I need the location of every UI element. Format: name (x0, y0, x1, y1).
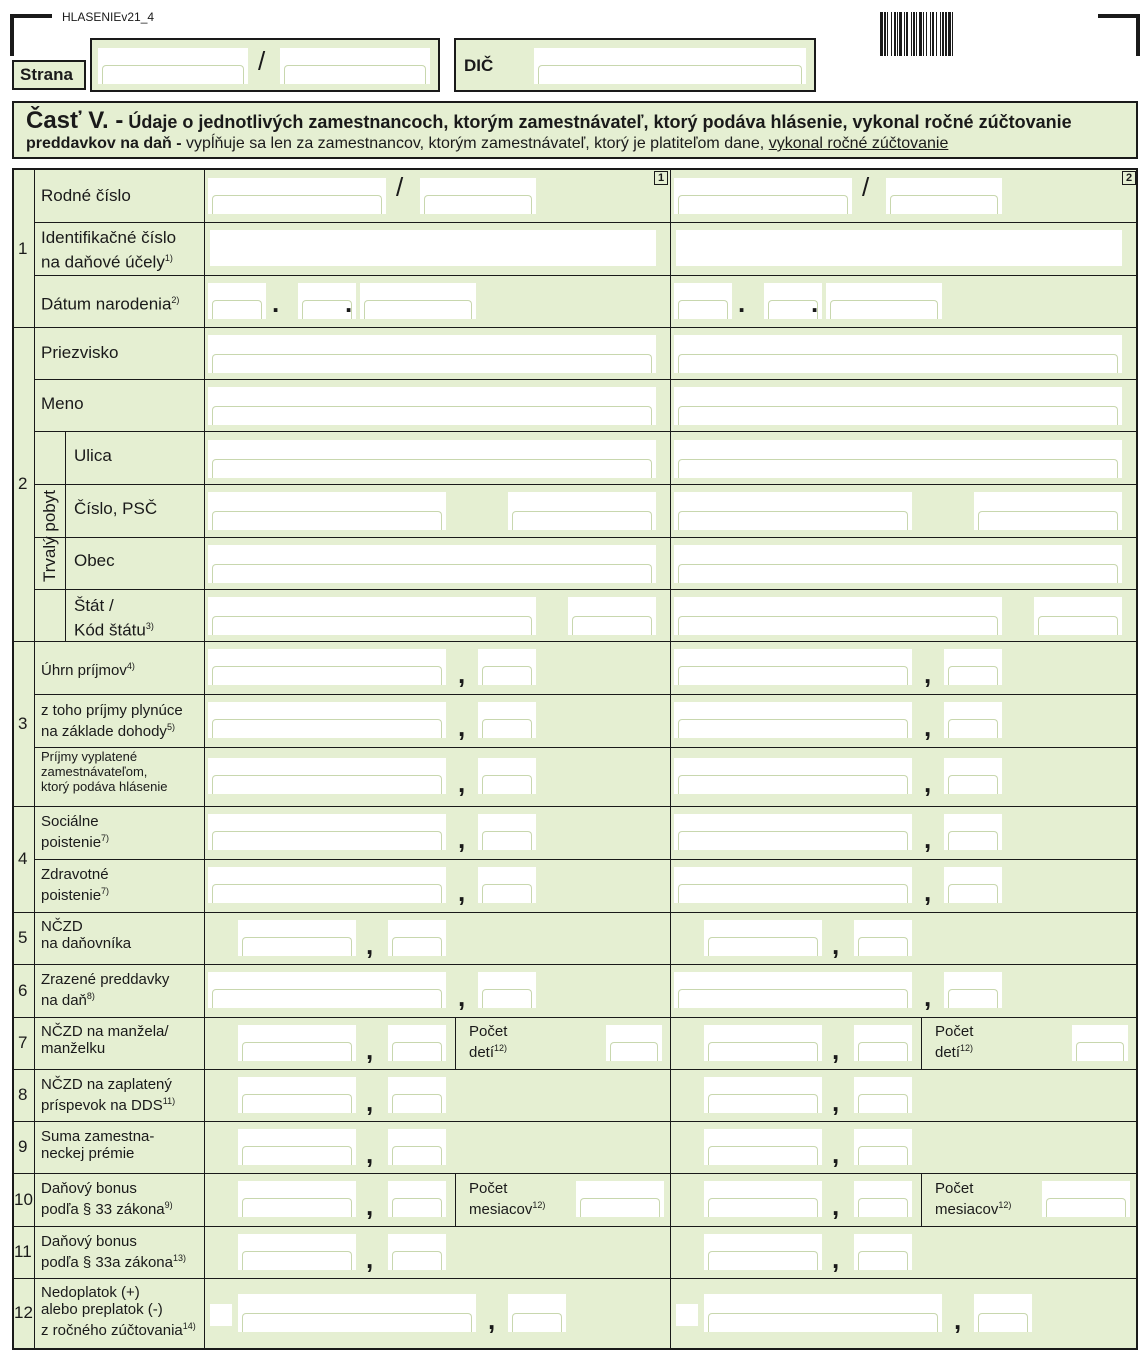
separator-comma: , (832, 1139, 840, 1169)
label-prijmy-vyplatene (41, 749, 167, 794)
page-number-boxes[interactable] (98, 48, 248, 84)
label-count-footnote: 12) (960, 1043, 974, 1053)
label-priezvisko (41, 343, 118, 363)
label-count-footnote: 12) (494, 1043, 508, 1053)
input-sign[interactable] (676, 1304, 698, 1326)
row-group-divider (14, 1069, 1138, 1070)
section-subtitle (26, 135, 948, 153)
label-count-line: Počet (935, 1023, 974, 1040)
row-group-divider (14, 641, 1138, 642)
cell-divider (455, 1017, 456, 1069)
label-danovy-bonus-33a-line: Daňový bonus (41, 1233, 137, 1250)
label-nczd-danovnik-line: NČZD (41, 918, 83, 935)
row-number: 2 (18, 474, 28, 493)
separator-comma: , (832, 1035, 840, 1065)
label-obec-line: Obec (74, 551, 115, 570)
label-cislo-psc-line: Číslo, PSČ (74, 499, 158, 518)
separator-comma: , (924, 712, 932, 742)
input-rok[interactable] (826, 283, 942, 319)
input-rodne-cislo[interactable] (674, 178, 852, 214)
input-amount-cents[interactable] (944, 867, 1002, 903)
separator-comma: , (832, 1244, 840, 1274)
input-text-field[interactable] (208, 387, 656, 425)
label-danovy-bonus-line: Daňový bonus (41, 1180, 137, 1197)
input-amount-cents[interactable] (944, 702, 1002, 738)
input-text-field[interactable] (674, 387, 1122, 425)
label-danovy-bonus-33a-line: podľa § 33a zákona$^{13)}$ (41, 1253, 186, 1271)
input-amount[interactable] (208, 702, 446, 738)
label-identifikacne-cislo (41, 228, 176, 273)
label-identifikacne-cislo-footnote: 1) (164, 253, 173, 263)
cell-divider (921, 1173, 922, 1226)
separator-comma: , (832, 1191, 840, 1221)
separator-comma: , (366, 1244, 374, 1274)
label-count-line: Počet (469, 1023, 508, 1040)
row-number: 10 (14, 1189, 33, 1209)
input-identifikacne-cislo[interactable] (210, 230, 656, 266)
row-divider (34, 275, 1138, 276)
separator-comma: , (458, 982, 466, 1012)
input-amount-cents[interactable] (854, 1129, 912, 1165)
separator-comma: , (924, 824, 932, 854)
input-amount-cents[interactable] (388, 1181, 446, 1217)
label-count-line: mesiacov$^{12)}$ (469, 1200, 546, 1218)
input-amount[interactable] (674, 702, 912, 738)
input-amount[interactable] (674, 972, 912, 1008)
input-amount[interactable] (208, 867, 446, 903)
label-stat-footnote: 3) (145, 621, 154, 631)
row-group-divider (14, 327, 1138, 328)
label-nczd-dds-footnote: 11) (162, 1096, 176, 1106)
label-nczd-danovnik-line: na daňovníka (41, 935, 132, 952)
dic-boxes[interactable] (534, 48, 806, 84)
label-count-line: detí$^{12)}$ (935, 1043, 974, 1061)
separator-comma: , (924, 768, 932, 798)
input-amount-cents[interactable] (388, 1025, 446, 1061)
input-amount[interactable] (238, 1234, 356, 1270)
label-datum-narodenia-footnote: 2) (171, 295, 180, 305)
barcode-image (880, 12, 1064, 58)
label-stat (74, 596, 154, 641)
input-amount[interactable] (674, 814, 912, 850)
row-divider (34, 379, 1138, 380)
page-total-boxes[interactable] (280, 48, 430, 84)
input-psc[interactable] (508, 492, 656, 530)
label-count-line: mesiacov$^{12)}$ (935, 1200, 1012, 1218)
input-amount[interactable] (704, 1181, 822, 1217)
input-sign[interactable] (210, 1304, 232, 1326)
label-count (935, 1023, 973, 1061)
input-den[interactable] (674, 283, 732, 319)
row-number: 8 (18, 1085, 28, 1104)
input-amount[interactable] (238, 1025, 356, 1061)
label-zdravotne-poistenie (41, 866, 109, 904)
label-prijmy-dohoda-footnote: 5) (166, 722, 175, 732)
input-amount-cents[interactable] (388, 920, 446, 956)
label-nczd-manzel (41, 1023, 169, 1057)
separator-comma: , (924, 659, 932, 689)
input-text-field[interactable] (674, 440, 1122, 478)
input-amount[interactable] (704, 1294, 942, 1332)
separator-comma: , (458, 712, 466, 742)
input-pocet-mesiacov[interactable] (1042, 1181, 1130, 1217)
input-amount-cents[interactable] (388, 1129, 446, 1165)
input-amount[interactable] (704, 1234, 822, 1270)
input-amount[interactable] (208, 814, 446, 850)
input-amount-cents[interactable] (854, 1181, 912, 1217)
label-count-line: detí$^{12)}$ (469, 1043, 508, 1061)
label-nedoplatok-line: Nedoplatok (+) (41, 1284, 140, 1301)
label-prijmy-vyplatene-line: zamestnávateľom, (41, 764, 148, 779)
row-divider (34, 859, 1138, 860)
label-danovy-bonus-line: podľa § 33 zákona$^{9)}$ (41, 1200, 173, 1218)
row-number: 5 (18, 928, 28, 947)
row-number: 3 (18, 713, 28, 733)
input-rodne-cislo[interactable] (420, 178, 536, 214)
label-count (935, 1180, 1011, 1218)
part-label: Časť V. - (26, 107, 124, 134)
label-nczd-danovnik (41, 918, 131, 952)
row-number: 11 (14, 1242, 32, 1261)
input-amount[interactable] (674, 758, 912, 794)
row-divider (34, 484, 1138, 485)
label-zdravotne-poistenie-line: Zdravotné (41, 866, 109, 883)
input-amount-cents[interactable] (478, 972, 536, 1008)
page-label: Strana (20, 65, 73, 84)
label-socialne-poistenie-line: poistenie$^{7)}$ (41, 833, 110, 851)
label-suma-premie (41, 1128, 154, 1162)
label-nczd-dds (41, 1076, 175, 1114)
label-uhrn-prijmov-line: Úhrn príjmov$^{4)}$ (41, 661, 135, 679)
input-pocet-mesiacov[interactable] (576, 1181, 664, 1217)
row-divider (34, 431, 1138, 432)
row-number: 6 (18, 980, 28, 1000)
separator-slash: / (862, 172, 870, 202)
row-number: 9 (18, 1137, 28, 1156)
input-amount[interactable] (208, 972, 446, 1008)
input-amount-cents[interactable] (478, 702, 536, 738)
page-separator: / (258, 46, 266, 76)
label-zrazene-preddavky-footnote: 8) (86, 991, 95, 1001)
corner-mark-left (10, 14, 52, 56)
input-amount-cents[interactable] (854, 920, 912, 956)
separator-comma: , (832, 1087, 840, 1117)
input-amount[interactable] (238, 1129, 356, 1165)
label-stat-line: Štát / (74, 596, 114, 615)
label-nedoplatok-line: alebo preplatok (-) (41, 1301, 163, 1318)
label-zdravotne-poistenie-footnote: 7) (101, 886, 110, 896)
label-suma-premie-line: neckej prémie (41, 1145, 135, 1162)
label-danovy-bonus-33a (41, 1233, 186, 1271)
subtitle-text: vypĺňuje sa len za zamestnancov, ktorým zamestnávateľ, ktorý je platiteľom dane, (186, 135, 765, 152)
cell-divider (921, 1017, 922, 1069)
label-nczd-dds-line: príspevok na DDS$^{11)}$ (41, 1096, 176, 1114)
label-rodne-cislo-line: Rodné číslo (41, 186, 131, 205)
row-group-divider (14, 1121, 1138, 1122)
input-amount-cents[interactable] (478, 814, 536, 850)
label-rodne-cislo (41, 186, 131, 206)
input-kod-statu[interactable] (1034, 597, 1122, 635)
input-amount[interactable] (674, 867, 912, 903)
column-divider (670, 170, 671, 1348)
input-amount[interactable] (704, 1077, 822, 1113)
input-stat[interactable] (674, 597, 1002, 635)
input-amount-cents[interactable] (944, 814, 1002, 850)
separator-comma: , (458, 824, 466, 854)
separator-comma: , (366, 1139, 374, 1169)
label-zrazene-preddavky-line: na daň$^{8)}$ (41, 991, 95, 1009)
cell-divider (455, 1173, 456, 1226)
input-amount-cents[interactable] (974, 1294, 1032, 1332)
label-nedoplatok-line: z ročného zúčtovania$^{14)}$ (41, 1321, 196, 1339)
separator-comma: , (488, 1305, 496, 1335)
row-number: 7 (18, 1033, 28, 1052)
label-count-line: Počet (935, 1180, 974, 1197)
separator-dot: . (811, 288, 819, 318)
section-title (26, 107, 1136, 135)
row-group-divider (14, 1173, 1138, 1174)
row-group-divider (14, 1278, 1138, 1279)
label-zdravotne-poistenie-line: poistenie$^{7)}$ (41, 886, 110, 904)
dic-label: DIČ (464, 56, 494, 75)
row-group-divider (14, 1226, 1138, 1227)
label-prijmy-vyplatene-line: Príjmy vyplatené (41, 749, 138, 764)
label-meno-line: Meno (41, 394, 84, 413)
input-amount-cents[interactable] (944, 758, 1002, 794)
label-count-line: Počet (469, 1180, 508, 1197)
row-group-divider (14, 806, 1138, 807)
label-prijmy-dohoda-line: z toho príjmy plynúce (41, 702, 183, 719)
input-amount[interactable] (704, 920, 822, 956)
label-datum-narodenia-line: Dátum narodenia$^{2)}$ (41, 294, 180, 314)
input-rodne-cislo[interactable] (208, 178, 386, 214)
separator-comma: , (458, 877, 466, 907)
input-psc[interactable] (974, 492, 1122, 530)
subtitle-bold: preddavkov na daň - (26, 135, 182, 152)
label-socialne-poistenie (41, 813, 109, 851)
separator-comma: , (832, 930, 840, 960)
form-code: HLASENIEv21_4 (62, 10, 155, 24)
input-amount-cents[interactable] (478, 649, 536, 685)
input-amount[interactable] (238, 1294, 476, 1332)
input-amount-cents[interactable] (508, 1294, 566, 1332)
input-text-field[interactable] (208, 545, 656, 583)
input-rodne-cislo[interactable] (886, 178, 1002, 214)
label-zrazene-preddavky-line: Zrazené preddavky (41, 971, 170, 988)
label-danovy-bonus-33a-footnote: 13) (172, 1253, 186, 1263)
input-amount[interactable] (674, 649, 912, 685)
separator-comma: , (366, 1191, 374, 1221)
input-amount-cents[interactable] (388, 1077, 446, 1113)
input-amount[interactable] (238, 1077, 356, 1113)
input-amount[interactable] (238, 920, 356, 956)
input-amount-cents[interactable] (854, 1025, 912, 1061)
input-amount[interactable] (704, 1025, 822, 1061)
input-text-field[interactable] (674, 335, 1122, 373)
column-divider (204, 170, 205, 1348)
input-amount-cents[interactable] (854, 1077, 912, 1113)
input-amount[interactable] (208, 758, 446, 794)
input-amount[interactable] (704, 1129, 822, 1165)
row-divider (34, 694, 1138, 695)
row-divider (34, 222, 1138, 223)
input-amount[interactable] (238, 1181, 356, 1217)
label-prijmy-dohoda-line: na základe dohody$^{5)}$ (41, 722, 175, 740)
column-number: 2 (1122, 171, 1136, 185)
label-prijmy-vyplatene-line: ktorý podáva hlásenie (41, 779, 168, 794)
label-nczd-manzel-line: manželku (41, 1040, 106, 1057)
input-amount-cents[interactable] (388, 1234, 446, 1270)
row-number: 4 (18, 849, 28, 868)
input-identifikacne-cislo[interactable] (676, 230, 1122, 266)
input-text-field[interactable] (208, 440, 656, 478)
label-danovy-bonus (41, 1180, 173, 1218)
label-cislo-psc (74, 499, 157, 519)
label-prijmy-dohoda (41, 702, 183, 740)
row-group-divider (14, 912, 1138, 913)
input-pocet-deti[interactable] (1072, 1025, 1128, 1061)
separator-comma: , (458, 659, 466, 689)
row-number: 12 (14, 1303, 33, 1322)
label-priezvisko-line: Priezvisko (41, 343, 119, 362)
label-identifikacne-cislo-line: na daňové účely$^{1)}$ (41, 252, 173, 272)
label-trvaly-pobyt: Trvalý pobyt (40, 490, 59, 582)
row-divider (34, 747, 1138, 748)
subgroup-divider (65, 431, 66, 641)
separator-comma: , (366, 1035, 374, 1065)
row-number: 1 (18, 238, 28, 258)
row-divider (34, 589, 1138, 590)
subtitle-underlined: vykonal ročné zúčtovanie (768, 135, 949, 152)
label-ulica (74, 446, 112, 466)
input-cislo[interactable] (674, 492, 912, 530)
row-group-divider (14, 1017, 1138, 1018)
input-cislo[interactable] (208, 492, 446, 530)
label-divider (34, 170, 35, 1348)
separator-comma: , (954, 1305, 962, 1335)
input-pocet-deti[interactable] (606, 1025, 662, 1061)
input-den[interactable] (208, 283, 266, 319)
label-count-footnote: 12) (998, 1200, 1012, 1210)
label-obec (74, 551, 115, 571)
label-count (469, 1180, 545, 1218)
label-nedoplatok-footnote: 14) (182, 1321, 196, 1331)
separator-dot: . (272, 288, 280, 318)
label-identifikacne-cislo-line: Identifikačné číslo (41, 228, 177, 247)
label-nczd-manzel-line: NČZD na manžela/ (41, 1023, 169, 1040)
input-text-field[interactable] (208, 335, 656, 373)
label-nczd-dds-line: NČZD na zaplatený (41, 1076, 172, 1093)
input-amount-cents[interactable] (944, 972, 1002, 1008)
label-nedoplatok (41, 1284, 196, 1339)
part-description: Údaje o jednotlivých zamestnancoch, ktorým zamestnávateľ, ktorý podáva hlásenie, vykonal ročné zúčtovanie (128, 112, 1072, 132)
label-socialne-poistenie-footnote: 7) (101, 833, 110, 843)
label-count (469, 1023, 507, 1061)
input-rok[interactable] (360, 283, 476, 319)
label-danovy-bonus-footnote: 9) (164, 1200, 173, 1210)
separator-dot: . (345, 288, 353, 318)
input-amount-cents[interactable] (478, 758, 536, 794)
input-amount[interactable] (208, 649, 446, 685)
input-amount-cents[interactable] (944, 649, 1002, 685)
label-ulica-line: Ulica (74, 446, 112, 465)
label-zrazene-preddavky (41, 971, 169, 1009)
column-number: 1 (654, 171, 668, 185)
separator-comma: , (366, 930, 374, 960)
label-stat-line: Kód štátu$^{3)}$ (74, 620, 154, 640)
label-suma-premie-line: Suma zamestna- (41, 1128, 155, 1145)
input-stat[interactable] (208, 597, 536, 635)
label-uhrn-prijmov-footnote: 4) (126, 661, 135, 671)
label-count-footnote: 12) (532, 1200, 546, 1210)
separator-slash: / (396, 172, 404, 202)
row-group-divider (14, 964, 1138, 965)
input-kod-statu[interactable] (568, 597, 656, 635)
separator-comma: , (366, 1087, 374, 1117)
label-datum-narodenia (41, 290, 179, 315)
corner-mark-right (1098, 14, 1140, 56)
separator-comma: , (924, 982, 932, 1012)
input-amount-cents[interactable] (854, 1234, 912, 1270)
separator-comma: , (458, 768, 466, 798)
label-socialne-poistenie-line: Sociálne (41, 813, 99, 830)
separator-dot: . (738, 288, 746, 318)
label-uhrn-prijmov (41, 658, 135, 679)
row-divider (34, 537, 1138, 538)
input-text-field[interactable] (674, 545, 1122, 583)
input-amount-cents[interactable] (478, 867, 536, 903)
label-meno (41, 394, 84, 414)
separator-comma: , (924, 877, 932, 907)
